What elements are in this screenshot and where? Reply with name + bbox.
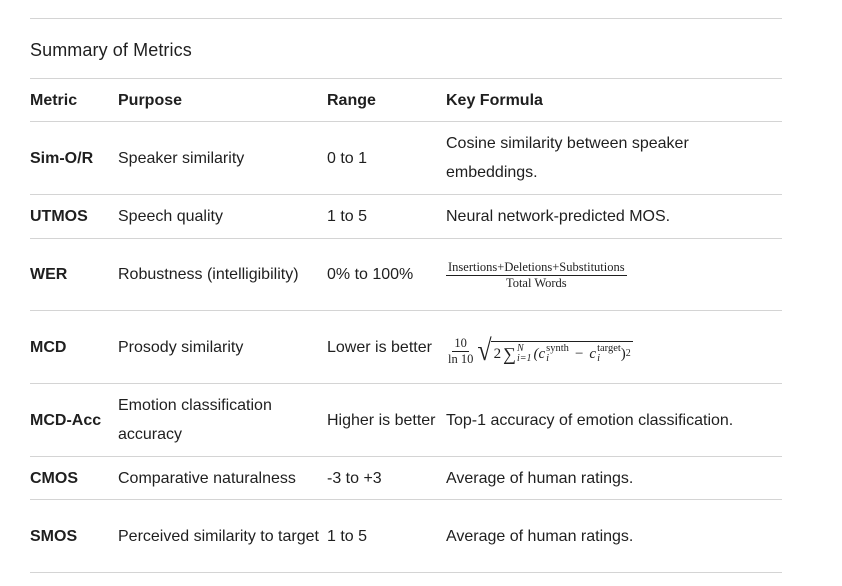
purpose-cell: Robustness (intelligibility) xyxy=(118,266,299,283)
range-cell: -3 to +3 xyxy=(327,469,382,487)
section-heading: Summary of Metrics xyxy=(30,40,192,60)
table-row xyxy=(30,457,782,500)
metric-cell: Sim-O/R xyxy=(30,149,94,167)
purpose-cell: Speech quality xyxy=(118,208,223,225)
sqrt xyxy=(477,333,632,368)
formula-cell: Neural network-predicted MOS. xyxy=(446,208,671,225)
metric-cell: UTMOS xyxy=(30,208,88,225)
wer-formula xyxy=(446,260,627,290)
summation xyxy=(503,344,531,364)
table-header-row xyxy=(30,79,782,122)
term-close: ) xyxy=(620,346,626,362)
table-row xyxy=(30,239,782,311)
formula-cell: Top-1 accuracy of emotion classification. xyxy=(446,411,734,429)
formula-cell: Cosine similarity between speaker embeddings. xyxy=(446,135,689,181)
header-key-formula: Key Formula xyxy=(446,79,782,122)
wer-formula-denominator: Total Words xyxy=(505,275,567,290)
formula-cell: Average of human ratings. xyxy=(446,527,634,545)
range-cell: 1 to 5 xyxy=(327,208,368,225)
purpose-cell: Prosody similarity xyxy=(118,338,244,356)
header-purpose: Purpose xyxy=(118,79,327,122)
table-row xyxy=(30,311,782,384)
wer-formula-numerator: Insertions+Deletions+Substitutions xyxy=(448,259,625,274)
purpose-cell: Emotion classification accuracy xyxy=(118,397,272,443)
sum-upper-limit: N xyxy=(516,343,524,354)
header-range: Range xyxy=(327,79,446,122)
metric-cell: SMOS xyxy=(30,527,78,545)
formula-cell: Average of human ratings. xyxy=(446,469,634,487)
range-cell: 0% to 100% xyxy=(327,266,414,283)
target-superscript: target xyxy=(597,343,621,354)
table-row xyxy=(30,384,782,457)
square-exponent: 2 xyxy=(625,348,631,359)
synth-superscript: synth xyxy=(546,343,569,354)
metric-cell: MCD xyxy=(30,338,67,356)
table-row xyxy=(30,122,782,195)
header-metric: Metric xyxy=(30,79,118,122)
purpose-cell: Perceived similarity to target xyxy=(118,527,319,545)
mcd-coef-denominator: ln 10 xyxy=(448,352,474,366)
purpose-cell: Speaker similarity xyxy=(118,149,245,167)
metric-cell: WER xyxy=(30,266,68,283)
mcd-coefficient xyxy=(446,336,475,366)
sum-lower-limit: i=1 xyxy=(516,353,532,364)
mcd-coef-numerator: 10 xyxy=(454,336,467,350)
minus-sign: − xyxy=(574,346,584,362)
sum-symbol: ∑ xyxy=(503,344,516,364)
metrics-table xyxy=(30,78,782,573)
metric-cell: MCD-Acc xyxy=(30,411,102,429)
metric-cell: CMOS xyxy=(30,469,78,487)
target-subscript: i xyxy=(597,353,600,364)
term-open: (c xyxy=(533,346,546,362)
range-cell: Lower is better xyxy=(327,338,432,356)
top-divider xyxy=(30,18,782,19)
synth-subscript: i xyxy=(546,353,550,364)
range-cell: 1 to 5 xyxy=(327,527,368,545)
target-variable: c xyxy=(589,346,597,362)
radicand xyxy=(491,341,633,364)
range-cell: Higher is better xyxy=(327,411,436,429)
purpose-cell: Comparative naturalness xyxy=(118,469,296,487)
radical-sign: √ xyxy=(477,333,492,368)
table-row xyxy=(30,195,782,239)
constant-two: 2 xyxy=(493,346,502,362)
mcd-formula xyxy=(446,333,633,368)
range-cell: 0 to 1 xyxy=(327,149,368,167)
table-row xyxy=(30,500,782,573)
